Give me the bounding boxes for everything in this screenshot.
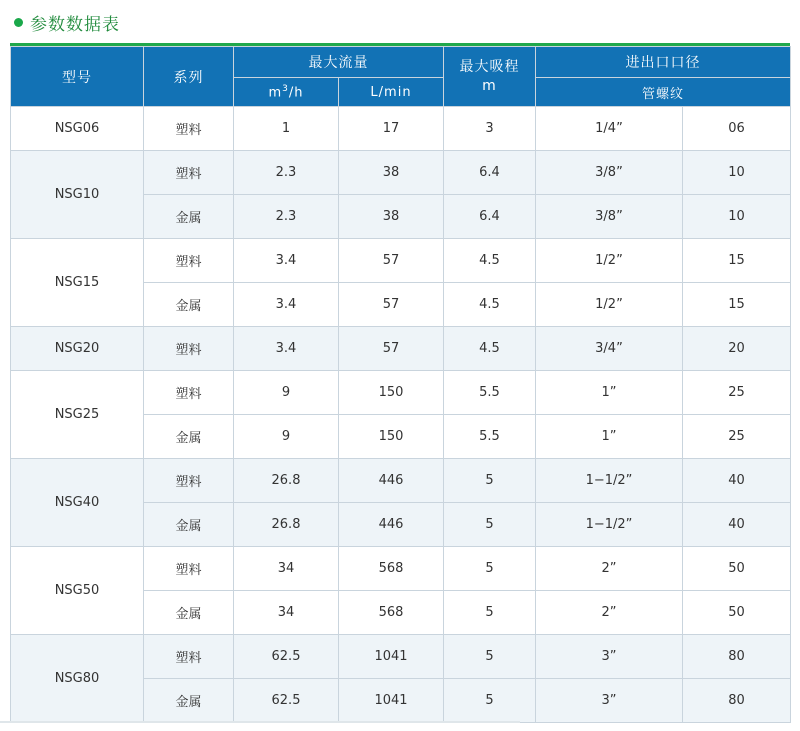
cell-flow-lmin: 446 (339, 503, 444, 547)
cell-flow-m3h: 9 (234, 371, 339, 415)
cell-max-lift: 4.5 (444, 239, 536, 283)
header-max-lift-unit: m (482, 77, 497, 94)
parameter-table (10, 46, 791, 723)
cell-port-size: 25 (683, 415, 791, 459)
cell-flow-lmin: 568 (339, 591, 444, 635)
cell-flow-m3h: 26.8 (234, 503, 339, 547)
cell-pipe-thread: 3/4” (536, 327, 683, 371)
header-series: 系列 (144, 47, 234, 107)
cell-flow-lmin: 57 (339, 283, 444, 327)
cell-flow-lmin: 17 (339, 107, 444, 151)
cell-series: 金属 (144, 503, 234, 547)
cell-flow-m3h: 3.4 (234, 327, 339, 371)
cell-flow-m3h: 3.4 (234, 239, 339, 283)
cell-port-size: 10 (683, 151, 791, 195)
table-row (11, 371, 791, 415)
cell-pipe-thread: 1” (536, 371, 683, 415)
cell-max-lift: 4.5 (444, 327, 536, 371)
cell-max-lift: 5 (444, 635, 536, 679)
cell-model: NSG20 (11, 327, 144, 371)
page-title (0, 0, 800, 43)
cell-series: 塑料 (144, 239, 234, 283)
header-max-lift (444, 47, 536, 107)
cell-port-size: 15 (683, 283, 791, 327)
cell-pipe-thread: 1/2” (536, 283, 683, 327)
cell-port-size: 06 (683, 107, 791, 151)
cell-port-size: 50 (683, 547, 791, 591)
cell-max-lift: 5 (444, 459, 536, 503)
cell-model: NSG06 (11, 107, 144, 151)
cell-series: 塑料 (144, 107, 234, 151)
cell-pipe-thread: 1−1/2” (536, 503, 683, 547)
cell-model: NSG25 (11, 371, 144, 459)
cell-port-size: 40 (683, 459, 791, 503)
cell-flow-lmin: 1041 (339, 679, 444, 723)
table-row (11, 327, 791, 371)
cell-pipe-thread: 3/8” (536, 151, 683, 195)
cell-pipe-thread: 3” (536, 635, 683, 679)
cell-port-size: 15 (683, 239, 791, 283)
header-pipe-thread: 管螺纹 (536, 78, 791, 107)
cell-pipe-thread: 2” (536, 547, 683, 591)
cell-model: NSG10 (11, 151, 144, 239)
cell-pipe-thread: 1/2” (536, 239, 683, 283)
cell-series: 塑料 (144, 151, 234, 195)
cell-max-lift: 5 (444, 591, 536, 635)
cell-max-lift: 5.5 (444, 415, 536, 459)
cell-series: 金属 (144, 195, 234, 239)
cell-series: 金属 (144, 591, 234, 635)
cell-pipe-thread: 1/4” (536, 107, 683, 151)
cell-flow-m3h: 3.4 (234, 283, 339, 327)
table-row (11, 151, 791, 195)
cell-flow-lmin: 38 (339, 151, 444, 195)
header-max-flow: 最大流量 (234, 47, 444, 78)
cell-port-size: 80 (683, 635, 791, 679)
cell-max-lift: 5 (444, 679, 536, 723)
cell-flow-lmin: 38 (339, 195, 444, 239)
cell-flow-m3h: 34 (234, 591, 339, 635)
cell-flow-lmin: 1041 (339, 635, 444, 679)
cell-model: NSG80 (11, 635, 144, 723)
cell-flow-m3h: 2.3 (234, 151, 339, 195)
cell-port-size: 80 (683, 679, 791, 723)
cell-series: 塑料 (144, 459, 234, 503)
table-header (11, 47, 791, 107)
cell-flow-lmin: 57 (339, 327, 444, 371)
table-row (11, 459, 791, 503)
cell-max-lift: 6.4 (444, 151, 536, 195)
cell-series: 塑料 (144, 327, 234, 371)
cell-port-size: 20 (683, 327, 791, 371)
cell-flow-lmin: 150 (339, 415, 444, 459)
cell-model: NSG40 (11, 459, 144, 547)
cell-port-size: 10 (683, 195, 791, 239)
cell-series: 塑料 (144, 547, 234, 591)
header-max-lift-label: 最大吸程 (459, 58, 520, 75)
cell-max-lift: 5.5 (444, 371, 536, 415)
cell-series: 金属 (144, 283, 234, 327)
cell-flow-lmin: 150 (339, 371, 444, 415)
cell-flow-m3h: 34 (234, 547, 339, 591)
cell-pipe-thread: 1−1/2” (536, 459, 683, 503)
cell-max-lift: 6.4 (444, 195, 536, 239)
cell-port-size: 25 (683, 371, 791, 415)
cell-series: 塑料 (144, 371, 234, 415)
table-row (11, 107, 791, 151)
cell-max-lift: 3 (444, 107, 536, 151)
cell-series: 金属 (144, 679, 234, 723)
cell-flow-m3h: 1 (234, 107, 339, 151)
cell-flow-m3h: 62.5 (234, 635, 339, 679)
cell-flow-lmin: 57 (339, 239, 444, 283)
cell-flow-m3h: 9 (234, 415, 339, 459)
table-body (11, 107, 791, 723)
cell-model: NSG50 (11, 547, 144, 635)
table-row (11, 635, 791, 679)
cell-series: 塑料 (144, 635, 234, 679)
cell-port-size: 40 (683, 503, 791, 547)
bullet-dot-icon (14, 18, 23, 27)
cell-series: 金属 (144, 415, 234, 459)
cell-max-lift: 5 (444, 503, 536, 547)
header-model: 型号 (11, 47, 144, 107)
cell-flow-lmin: 446 (339, 459, 444, 503)
header-unit-lmin: L/min (339, 78, 444, 107)
table-row (11, 239, 791, 283)
cell-pipe-thread: 3” (536, 679, 683, 723)
footer-rule (0, 721, 520, 723)
cell-max-lift: 5 (444, 547, 536, 591)
cell-max-lift: 4.5 (444, 283, 536, 327)
cell-flow-m3h: 2.3 (234, 195, 339, 239)
cell-model: NSG15 (11, 239, 144, 327)
cell-flow-m3h: 26.8 (234, 459, 339, 503)
parameter-table-container (10, 46, 790, 723)
page-title-label: 参数数据表 (30, 15, 120, 35)
header-unit-m3h: $m^3/h$ (234, 78, 339, 107)
cell-pipe-thread: 3/8” (536, 195, 683, 239)
cell-flow-m3h: 62.5 (234, 679, 339, 723)
table-row (11, 547, 791, 591)
cell-pipe-thread: 2” (536, 591, 683, 635)
cell-flow-lmin: 568 (339, 547, 444, 591)
cell-port-size: 50 (683, 591, 791, 635)
cell-pipe-thread: 1” (536, 415, 683, 459)
header-port-size: 进出口口径 (536, 47, 791, 78)
